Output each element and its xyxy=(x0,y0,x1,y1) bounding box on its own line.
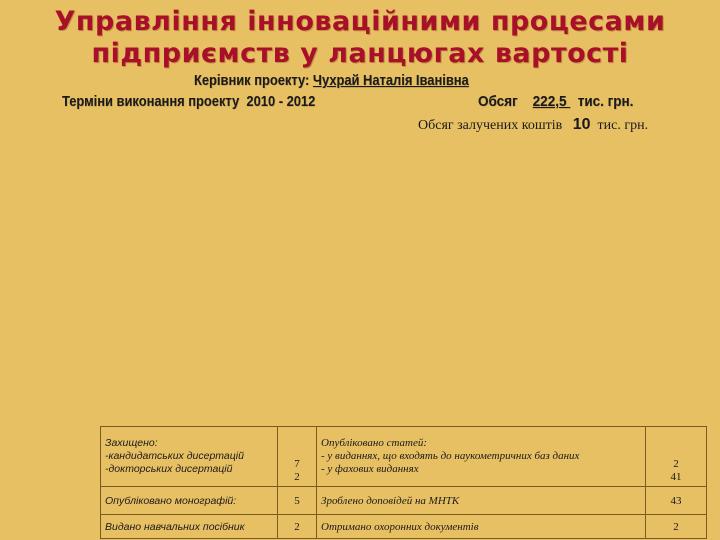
row-right-label: Отримано охоронних документів xyxy=(317,515,646,539)
cell-value: 41 xyxy=(670,471,682,483)
table-row xyxy=(101,427,707,487)
row-right-value xyxy=(646,427,707,487)
leader-row xyxy=(194,72,469,89)
volume-label: Обсяг xyxy=(478,93,518,110)
row-right-value: 2 xyxy=(646,515,707,539)
volume-row xyxy=(478,93,633,110)
attracted-unit: тис. грн. xyxy=(597,118,649,133)
cell-text: - у виданнях, що входять до наукометричних баз даних xyxy=(321,450,580,462)
term-value: 2010 - 2012 xyxy=(246,93,316,110)
cell-text: Опубліковано статей: xyxy=(321,437,428,449)
leader-name: Чухрай Наталія Іванівна xyxy=(312,72,469,89)
row-left-value xyxy=(278,427,317,487)
cell-text: -докторських дисертацій xyxy=(105,463,233,475)
attracted-label: Обсяг залучених коштів xyxy=(418,118,563,133)
row-right-label xyxy=(317,427,646,487)
table-row xyxy=(101,515,707,539)
row-left-label: Видано навчальних посібник xyxy=(101,515,278,539)
row-left-label: Опубліковано монографій: xyxy=(101,487,278,515)
row-right-value: 43 xyxy=(646,487,707,515)
row-left-label xyxy=(101,427,278,487)
cell-value: 7 xyxy=(294,458,300,470)
volume-unit: тис. грн. xyxy=(577,93,634,110)
row-left-value: 2 xyxy=(278,515,317,539)
attracted-row xyxy=(418,116,648,134)
leader-label: Керівник проекту: xyxy=(194,72,310,89)
term-row xyxy=(62,93,315,110)
page-title-line-2: підприємств у ланцюгах вартості xyxy=(91,38,629,69)
row-left-value: 5 xyxy=(278,487,317,515)
cell-value: 2 xyxy=(673,458,679,470)
attracted-value: 10 xyxy=(572,116,591,133)
page-title-line-1: Управління інноваційними процесами xyxy=(54,6,666,37)
cell-value: 2 xyxy=(294,471,300,483)
term-label: Терміни виконання проекту xyxy=(62,93,240,110)
volume-value: 222,5 xyxy=(532,93,571,110)
cell-text: Захищено: xyxy=(105,437,158,449)
results-table xyxy=(100,426,707,539)
cell-text: - у фахових виданнях xyxy=(321,463,419,475)
table-row xyxy=(101,487,707,515)
row-right-label: Зроблено доповідей на МНТК xyxy=(317,487,646,515)
cell-text: -кандидатських дисертацій xyxy=(105,450,244,462)
